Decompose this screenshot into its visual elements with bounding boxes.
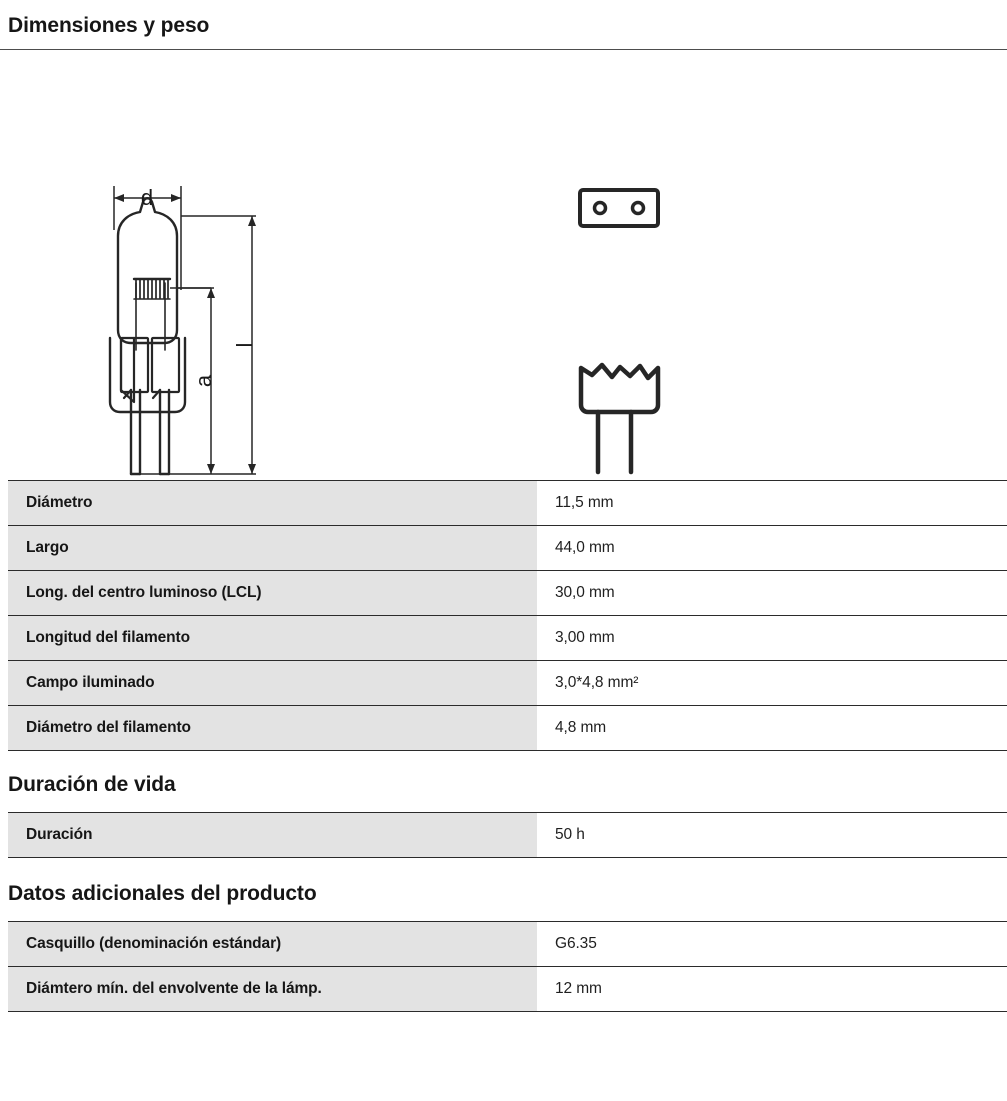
table-row <box>8 813 1007 858</box>
section-heading-additional: Datos adicionales del producto <box>8 882 317 906</box>
table-row <box>8 481 1007 526</box>
lifetime-table-wrap <box>0 812 1007 858</box>
base-bottom-view <box>580 190 658 226</box>
lamp-drawing-svg <box>0 50 1007 480</box>
section-heading-gap-1 <box>0 796 1007 812</box>
additional-table-wrap <box>0 921 1007 1012</box>
top-spacer <box>0 0 1007 14</box>
table-row <box>8 661 1007 706</box>
section-heading-lifetime: Duración de vida <box>8 773 176 797</box>
dimension-label-l: l <box>232 342 257 348</box>
section-heading-gap-2 <box>0 905 1007 921</box>
table-row <box>8 526 1007 571</box>
section-gap-1 <box>0 751 1007 773</box>
row-value: 44,0 mm <box>537 526 1007 571</box>
section-dimensions-header <box>0 14 1007 37</box>
lifetime-table <box>8 812 1007 858</box>
row-label: Duración <box>8 813 537 858</box>
table-row <box>8 922 1007 967</box>
row-value: 12 mm <box>537 967 1007 1012</box>
section-additional-header <box>0 882 1007 905</box>
table-row <box>8 967 1007 1012</box>
lamp-base-block <box>110 338 185 412</box>
row-label: Casquillo (denominación estándar) <box>8 922 537 967</box>
base-side-view <box>581 365 658 472</box>
row-label: Largo <box>8 526 537 571</box>
page-title: Dimensiones y peso <box>8 14 210 37</box>
row-value: 50 h <box>537 813 1007 858</box>
dimensions-table-wrap <box>0 480 1007 751</box>
row-label: Campo iluminado <box>8 661 537 706</box>
lamp-filament <box>134 279 170 299</box>
additional-data-table <box>8 921 1007 1012</box>
row-label: Longitud del filamento <box>8 616 537 661</box>
row-value: 4,8 mm <box>537 706 1007 751</box>
row-label: Long. del centro luminoso (LCL) <box>8 571 537 616</box>
lamp-glass-envelope <box>118 198 177 343</box>
row-value: G6.35 <box>537 922 1007 967</box>
table-row <box>8 571 1007 616</box>
table-row <box>8 706 1007 751</box>
dimension-label-d: d <box>140 185 154 211</box>
lamp-dimension-drawing <box>0 50 1007 480</box>
row-label: Diámetro <box>8 481 537 526</box>
dimension-label-a: a <box>191 374 216 388</box>
row-label: Diámetro del filamento <box>8 706 537 751</box>
row-value: 3,0*4,8 mm² <box>537 661 1007 706</box>
row-value: 30,0 mm <box>537 571 1007 616</box>
lamp-pins <box>124 390 169 474</box>
heading-gap <box>0 37 1007 49</box>
row-label: Diámtero mín. del envolvente de la lámp. <box>8 967 537 1012</box>
section-lifetime-header <box>0 773 1007 796</box>
table-row <box>8 616 1007 661</box>
row-value: 3,00 mm <box>537 616 1007 661</box>
row-value: 11,5 mm <box>537 481 1007 526</box>
dimensions-table <box>8 480 1007 751</box>
section-gap-2 <box>0 858 1007 882</box>
